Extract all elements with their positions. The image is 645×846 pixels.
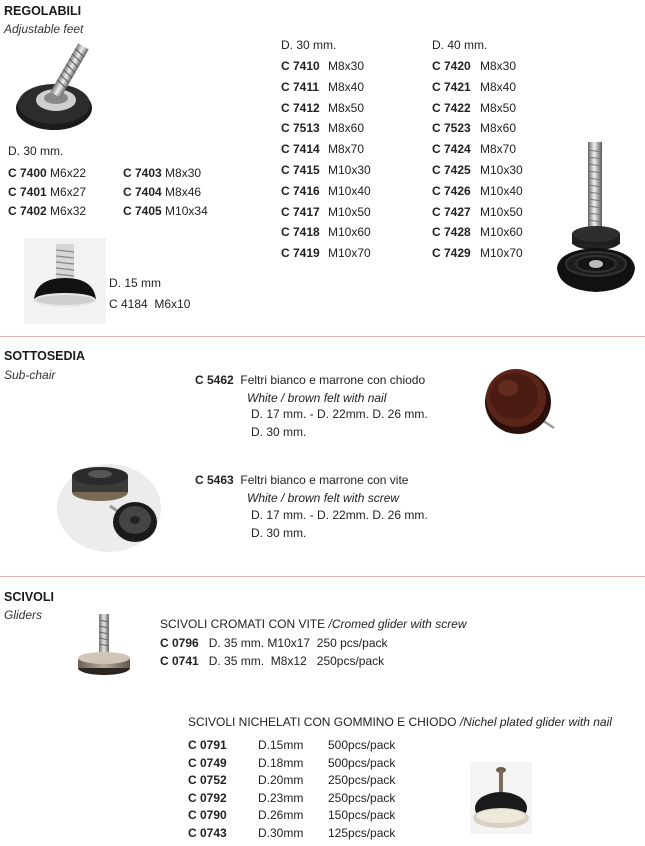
adjustable-foot-image	[12, 40, 102, 135]
section-subtitle-sottosedia: Sub-chair	[4, 368, 56, 382]
section-title-sottosedia: SOTTOSEDIA	[4, 349, 86, 363]
cromati-heading: SCIVOLI CROMATI CON VITE /Cromed glider with screw	[160, 617, 467, 631]
product-c5462-sizes: D. 17 mm. - D. 22mm. D. 26 mm.	[251, 407, 428, 421]
dome-foot-image	[24, 238, 106, 324]
section-divider	[0, 576, 645, 577]
nickel-glider-image	[470, 762, 532, 834]
chrome-glider-image	[72, 610, 138, 680]
list-item: C 7400 M6x22	[8, 166, 87, 180]
diameter-label-small: D. 30 mm.	[8, 144, 64, 158]
felt-nail-image	[478, 358, 560, 440]
section-subtitle-regolabili: Adjustable feet	[4, 22, 84, 36]
nichelati-heading: SCIVOLI NICHELATI CON GOMMINO E CHIODO /Nichel plated glider with nail	[188, 715, 612, 729]
list-item: C 4184 M6x10	[109, 297, 191, 311]
diameter-label-15: D. 15 mm	[109, 276, 162, 290]
list-item: C 7401 M6x27	[8, 185, 87, 199]
tall-adjustable-foot-image	[555, 140, 640, 305]
table-row: C 0796 D. 35 mm. M10x17 250 pcs/pack	[160, 636, 388, 650]
list-item: C 7402 M6x32	[8, 204, 87, 218]
table-row: C 0741 D. 35 mm. M8x12 250pcs/pack	[160, 654, 385, 668]
section-subtitle-scivoli: Gliders	[4, 608, 43, 622]
product-c5463-sizes: D. 17 mm. - D. 22mm. D. 26 mm.	[251, 508, 428, 522]
felt-screw-image	[55, 456, 163, 554]
diameter-label-40: D. 40 mm.	[432, 38, 488, 52]
product-c5462-title: C 5462 Feltri bianco e marrone con chiodo	[195, 373, 426, 387]
product-c5463-title: C 5463 Feltri bianco e marrone con vite	[195, 473, 409, 487]
list-item: C 7403 M8x30	[123, 166, 202, 180]
product-c5463-sizes-2: D. 30 mm.	[251, 526, 307, 540]
list-item: C 7404 M8x46	[123, 185, 202, 199]
product-c5463-desc-en: White / brown felt with screw	[247, 491, 400, 505]
product-c5462-sizes-2: D. 30 mm.	[251, 425, 307, 439]
section-title-scivoli: SCIVOLI	[4, 590, 55, 604]
section-title-regolabili: REGOLABILI	[4, 4, 82, 18]
section-divider	[0, 336, 645, 337]
product-c5462-desc-en: White / brown felt with nail	[247, 391, 387, 405]
diameter-label-30: D. 30 mm.	[281, 38, 337, 52]
list-item: C 7405 M10x34	[123, 204, 208, 218]
